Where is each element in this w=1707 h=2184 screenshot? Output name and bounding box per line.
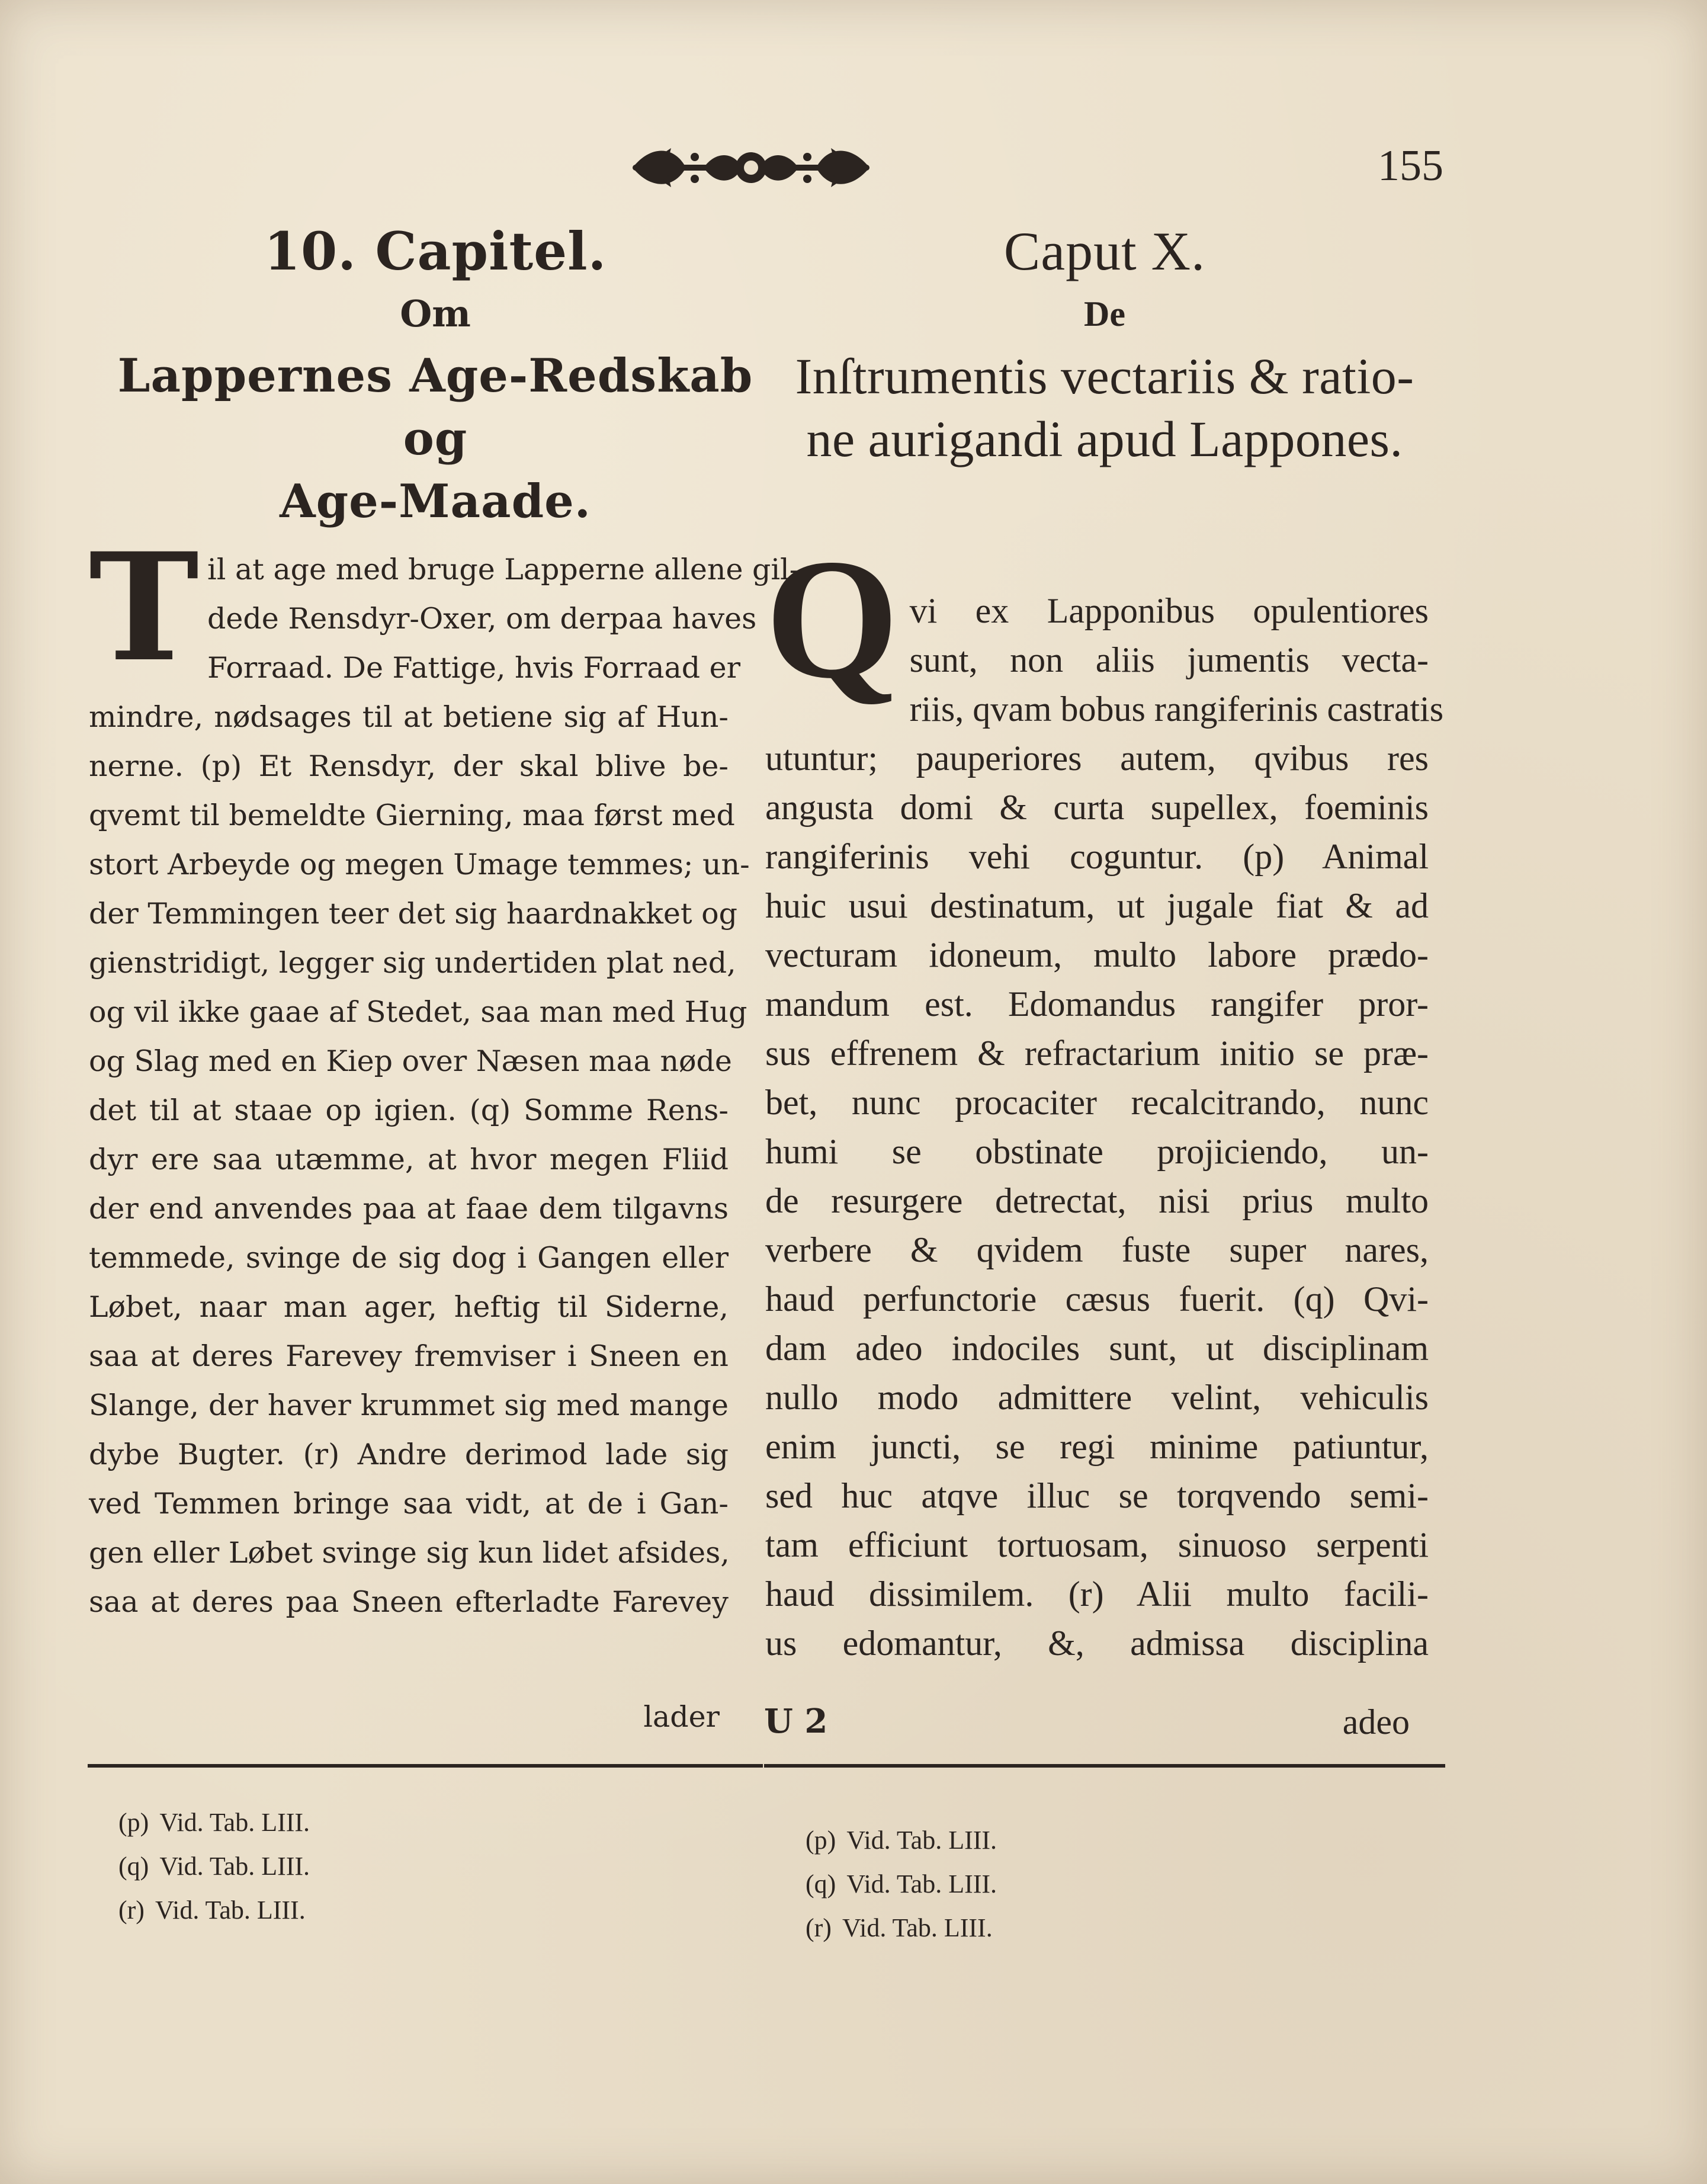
page-number: 155 (1378, 142, 1443, 190)
danish-footnotes (118, 1801, 310, 1932)
danish-text-line: gen eller Løbet svinge sig kun lidet afsides, (89, 1536, 730, 1570)
latin-footnotes (806, 1819, 997, 1950)
danish-text-line: stort Arbeyde og megen Umage temmes; un- (89, 848, 750, 881)
danish-text-line: il at age med bruge Lapperne allene gil- (207, 553, 800, 586)
latin-text-line: vi ex Lapponibus opulentiores (909, 591, 1429, 630)
danish-text-column (89, 520, 800, 1627)
latin-catchword: adeo (1342, 1702, 1410, 1742)
latin-text-line: rangiferinis vehi coguntur. (p) Animal (765, 837, 1429, 876)
footnote-rule-right (764, 1764, 1445, 1768)
latin-text-line: de resurgere detrectat, nisi prius multo (765, 1181, 1429, 1220)
latin-text-line: us edomantur, &, admissa disciplina (765, 1624, 1429, 1663)
danish-catchword: lader (643, 1700, 720, 1734)
latin-text-line: nullo modo admittere velint, vehiculis (765, 1378, 1429, 1417)
footnote: (p) Vid. Tab. LIII. (806, 1826, 997, 1855)
latin-text-line: humi se obstinate projiciendo, un- (765, 1132, 1429, 1171)
danish-text-line: Forraad. De Fattige, hvis Forraad er (207, 651, 741, 685)
danish-text-line: gienstridigt, legger sig undertiden plat ned, (89, 946, 736, 980)
danish-preposition: Om (400, 292, 471, 335)
latin-text-line: haud dissimilem. (r) Alii multo facili- (765, 1574, 1429, 1614)
footnote: (q) Vid. Tab. LIII. (806, 1869, 997, 1898)
danish-text-line: dyr ere saa utæmme, at hvor megen Fliid (89, 1143, 729, 1176)
latin-text-line: riis, qvam bobus rangiferinis castratis (909, 689, 1444, 729)
danish-text-line: og vil ikke gaae af Stedet, saa man med Hug (89, 995, 747, 1029)
latin-text-line: sed huc atqve illuc se torqvendo semi- (765, 1476, 1429, 1515)
danish-heading (95, 219, 776, 533)
latin-text-line: angusta domi & curta supellex, foeminis (765, 788, 1429, 827)
footnote: (r) Vid. Tab. LIII. (118, 1896, 306, 1925)
latin-title-line: ne aurigandi apud Lappones. (806, 410, 1403, 467)
danish-text-line: Løbet, naar man ager, heftig til Siderne, (89, 1290, 729, 1324)
danish-text-line: Slange, der haver krummet sig med mange (89, 1388, 729, 1422)
danish-title-line: Lappernes Age-Redskab og (117, 349, 753, 466)
headpiece-ornament-icon (627, 142, 875, 195)
latin-preposition: De (1084, 294, 1125, 333)
latin-chapter-label: Caput X. (1003, 221, 1206, 281)
latin-text-column (765, 524, 1444, 1668)
footnote: (p) Vid. Tab. LIII. (118, 1808, 310, 1837)
danish-text-line: saa at deres paa Sneen efterladte Farevey (89, 1585, 729, 1619)
latin-text-line: bet, nunc procaciter recalcitrando, nunc (765, 1083, 1429, 1122)
danish-text-line: der end anvendes paa at faae dem tilgavns (89, 1192, 729, 1226)
latin-text-line: dam adeo indociles sunt, ut disciplinam (765, 1329, 1429, 1368)
danish-text-line: qvemt til bemeldte Gierning, maa først med (89, 798, 735, 832)
latin-text-line: huic usui destinatum, ut jugale fiat & ad (765, 886, 1429, 925)
latin-text-line: vecturam idoneum, multo labore prædo- (765, 935, 1429, 974)
footnote: (r) Vid. Tab. LIII. (806, 1913, 993, 1942)
latin-text-line: enim juncti, se regi minime patiuntur, (765, 1427, 1429, 1466)
latin-text-line: mandum est. Edomandus rangifer pror- (765, 984, 1429, 1024)
danish-text-line: og Slag med en Kiep over Næsen maa nøde (89, 1044, 732, 1078)
danish-text-line: der Temmingen teer det sig haardnakket og (89, 897, 738, 931)
danish-text-line: saa at deres Farevey fremviser i Sneen en (89, 1339, 729, 1373)
footnote-rule-left (88, 1764, 763, 1768)
latin-text-line: utuntur; pauperiores autem, qvibus res (765, 739, 1429, 778)
danish-text-line: nerne. (p) Et Rensdyr, der skal blive be- (89, 749, 729, 783)
danish-text-line: mindre, nødsages til at betiene sig af Hun- (89, 700, 729, 734)
danish-drop-cap: T (89, 520, 200, 694)
danish-chapter-label: 10. Capitel. (264, 220, 607, 282)
latin-text-line: sus effrenem & refractarium initio se præ- (765, 1034, 1429, 1073)
danish-text-line: ved Temmen bringe saa vidt, at de i Gan- (89, 1487, 729, 1521)
signature-mark: U 2 (764, 1702, 828, 1741)
latin-heading (761, 219, 1448, 470)
danish-text-line: det til at staae op igien. (q) Somme Rens- (89, 1093, 729, 1127)
danish-text-line: dede Rensdyr-Oxer, om derpaa haves (207, 602, 757, 636)
danish-text-line: dybe Bugter. (r) Andre derimod lade sig (89, 1438, 729, 1471)
latin-title-line: Inſtrumentis vectariis & ratio- (795, 348, 1414, 405)
footnote: (q) Vid. Tab. LIII. (118, 1852, 310, 1881)
danish-text-line: temmede, svinge de sig dog i Gangen eller (89, 1241, 729, 1275)
danish-title-line: Age-Maade. (280, 474, 591, 528)
latin-text-line: haud perfunctorie cæsus fuerit. (q) Qvi- (765, 1279, 1429, 1319)
latin-text-line: sunt, non aliis jumentis vecta- (909, 640, 1429, 679)
latin-drop-cap: Q (765, 524, 899, 714)
latin-text-line: verbere & qvidem fuste super nares, (765, 1230, 1429, 1269)
latin-text-line: tam efficiunt tortuosam, sinuoso serpenti (765, 1525, 1429, 1564)
